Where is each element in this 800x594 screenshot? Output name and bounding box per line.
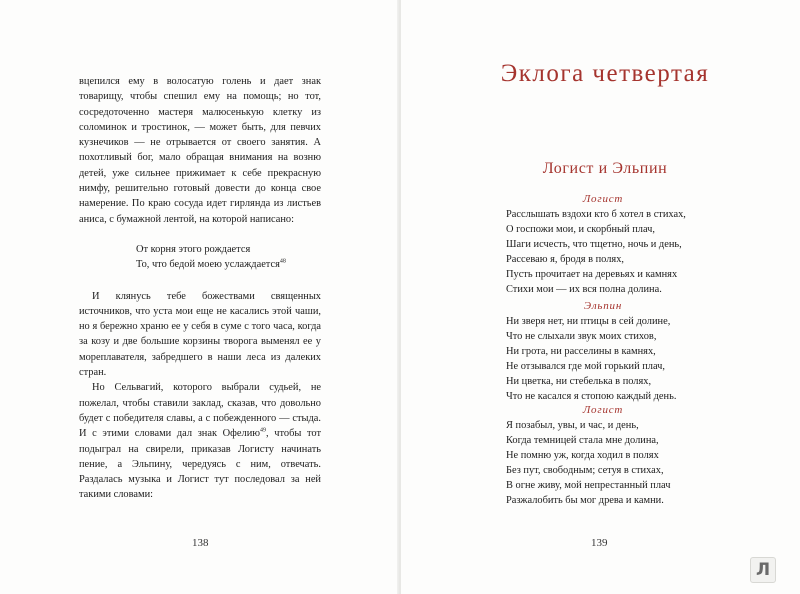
paragraph-selvagius-end: , чтобы тот подыграл на свирели, приказав Логисту начинать пение, а Эльпину, чередуясь с ним, отвечать. Раздалась музыка и Логист тут последовал за ней такими словами: [79,428,322,501]
paragraph-continued: вцепился ему в волосатую голень и дает знак товарищу, чтобы спешил ему на помощь; но тот, сосредоточенно мастеря малюсенькую клетку из соломинок и тростинок, — может быть, для певчих кузнечиков — не отрывается от своего занятия. А похотливый бог, мало обращая внимания на возню детей, уже сильнее прижимает к себе прекрасную нимфу, решительно готовый довести до конца свое намерение. По краю сосуда идет гирлянда из листьев аниса, с бумажной лентой, на которой написано: [79,76,321,225]
verse-line: Я позабыл, увы, и час, и день, [506,420,639,431]
chapter-title: Эклога четвертая [500,60,710,87]
paragraph-oath: И клянусь тебе божествами священных источников, что уста мои еще не касались этой чаши, но я бережно храню ее у себя в суме с того часа, когда за козу и две большие корзины творога выменял ее у мореплавателя, забредшего в наши леса из далеких стран. [79,290,321,379]
verse-line: Ни цветка, ни стебелька в полях, [506,376,652,388]
verse-line: Разжалобить бы мог древа и камни. [506,495,664,507]
publisher-logo-icon[interactable] [750,557,776,583]
epigraph [136,242,321,273]
stanza [506,193,736,298]
paragraph-selvagius [79,380,321,502]
publisher-logo-letter: Л [755,560,771,580]
verse-line: В огне живу, мой непрестанный плач [506,480,671,492]
epigraph-line-2-text: То, что бедой моею услаждается [136,259,280,271]
left-page-text [79,74,321,503]
verse-line: Стихи мои — их вся полна долина. [506,284,662,296]
verse-line: Ни грота, ни расселины в камнях, [506,346,656,358]
stanza [506,300,736,405]
epigraph-line-1: От корня этого рождается [136,243,251,255]
verse-line: О госпожи мои, и скорбный плач, [506,224,655,236]
verse-line: Что не слыхали звук моих стихов, [506,331,657,343]
speaker-name: Эльпин [583,300,623,312]
verse-line: Пусть прочитает на деревьях и камнях [506,269,678,281]
verse-line: Шаги исчесть, что тщетно, ночь и день, [506,239,682,251]
verse-line: Без пут, свободным; сетуя в стихах, [506,465,664,477]
verse-line: Ни зверя нет, ни птицы в сей долине, [506,316,671,327]
footnote-marker[interactable]: 49 [260,427,267,434]
paragraph-selvagius-start: Но Сельвагий, которого выбрали судьей, не пожелал, чтобы ставили заклад, сказав, что довольно будет с победителя славы, а с побежденного — стыда. И с этими словами дал знак Офелию [79,382,321,440]
footnote-marker[interactable]: 48 [279,258,286,265]
stanza [506,404,736,509]
verse-line: Когда темницей стала мне долина, [506,435,659,447]
verse-line: Расслышать вздохи кто б хотел в стихах, [506,209,686,220]
left-page [0,0,399,594]
page-number-left: 138 [192,537,209,549]
verse-line: Не помню уж, когда ходил в полях [506,450,659,462]
epigraph-line-2 [136,257,321,272]
speaker-name: Логист [582,404,624,416]
right-page [401,0,800,594]
page-number-right: 139 [591,537,608,549]
verse-line: Не отзывался где мой горький плач, [506,361,666,373]
verse-line: Что не касался я стопою каждый день. [506,391,677,403]
chapter-subtitle: Логист и Эльпин [542,160,668,177]
speaker-name: Логист [582,193,624,205]
verse-line: Рассеваю я, бродя в полях, [506,254,624,266]
